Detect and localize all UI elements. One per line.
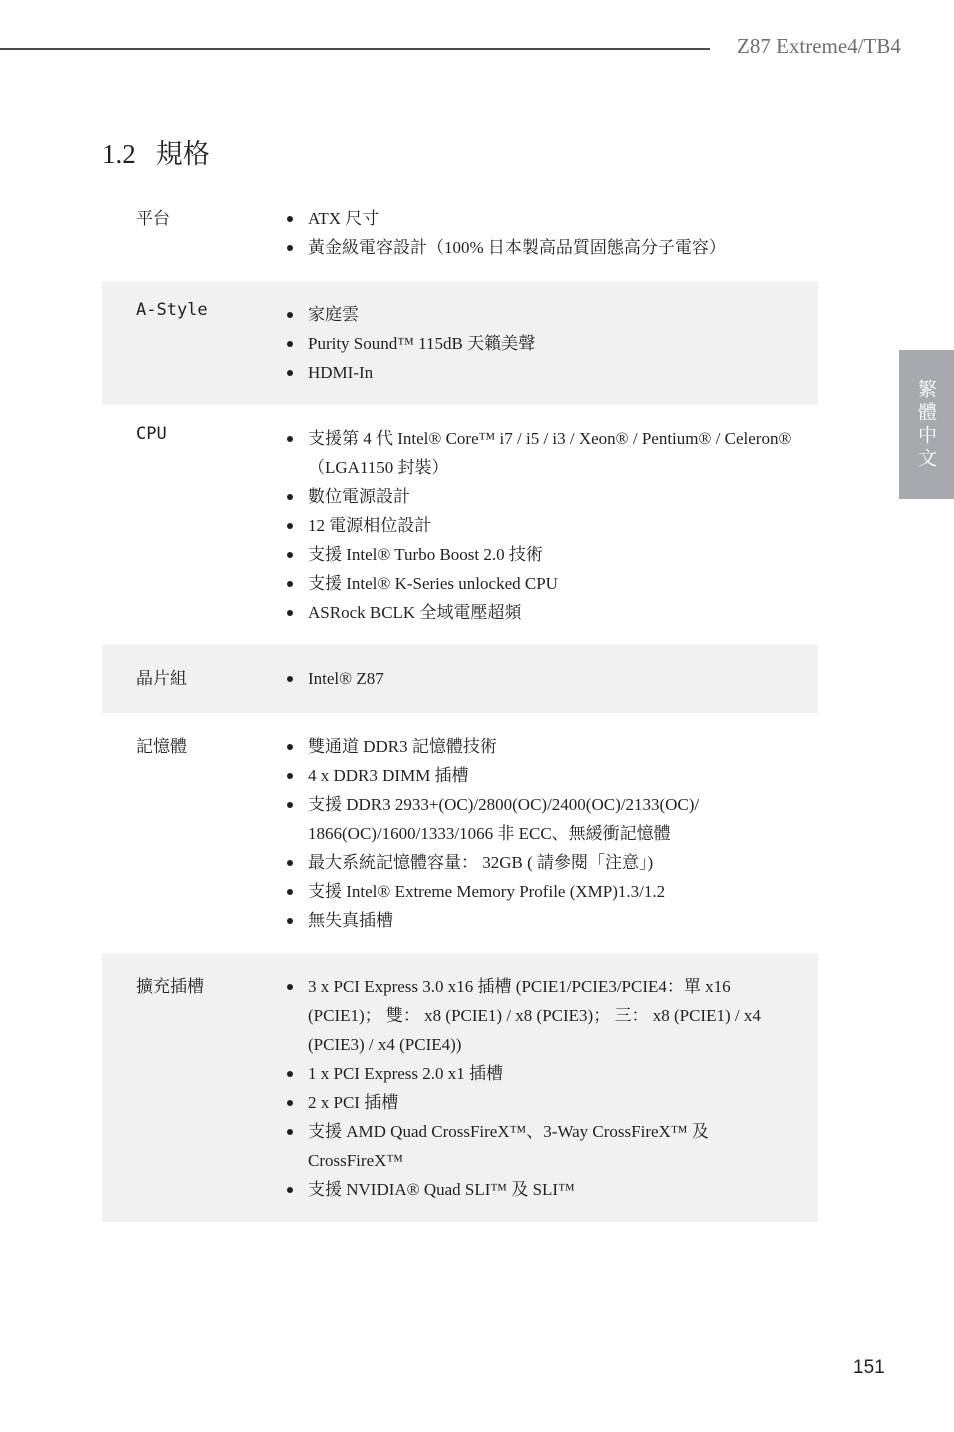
language-side-tab xyxy=(899,350,954,499)
spec-row-chipset xyxy=(102,645,818,713)
spec-items-cpu xyxy=(286,424,818,627)
spec-item: 支援 Intel® Extreme Memory Profile (XMP)1.3/1.2 xyxy=(286,877,794,906)
spec-row-expansion-slots xyxy=(102,953,818,1222)
spec-item: 最大系統記憶體容量： 32GB ( 請參閱「注意」) xyxy=(286,848,794,877)
spec-item: 支援 AMD Quad CrossFireX™、3-Way CrossFireX™ 及 CrossFireX™ xyxy=(286,1117,794,1175)
spec-item: Purity Sound™ 115dB 天籟美聲 xyxy=(286,329,794,358)
section-heading xyxy=(102,132,210,171)
spec-label-a-style: A-Style xyxy=(136,300,208,320)
spec-table xyxy=(102,190,818,1222)
spec-label-memory: 記憶體 xyxy=(136,737,187,757)
spec-item: 家庭雲 xyxy=(286,300,794,329)
spec-item: Intel® Z87 xyxy=(286,664,794,693)
spec-item: 無失真插槽 xyxy=(286,906,794,935)
spec-item: ASRock BCLK 全域電壓超頻 xyxy=(286,598,794,627)
spec-item: 支援第 4 代 Intel® Core™ i7 / i5 / i3 / Xeon® / Pentium® / Celeron®（LGA1150 封裝） xyxy=(286,424,794,482)
spec-row-memory xyxy=(102,713,818,953)
header-rule xyxy=(0,48,710,50)
spec-item: 3 x PCI Express 3.0 x16 插槽 (PCIE1/PCIE3/PCIE4：單 x16 (PCIE1)； 雙： x8 (PCIE1) / x8 (PCIE3)； 三： x8 (PCIE1) / x4 (PCIE3) / x4 (PCIE4)) xyxy=(286,972,794,1059)
spec-item: 雙通道 DDR3 記憶體技術 xyxy=(286,732,794,761)
spec-item: 支援 NVIDIA® Quad SLI™ 及 SLI™ xyxy=(286,1175,794,1204)
section-title: 規格 xyxy=(155,139,210,169)
page-number: 151 xyxy=(853,1357,885,1378)
spec-label-expansion-slots: 擴充插槽 xyxy=(136,977,204,997)
spec-row-a-style xyxy=(102,281,818,405)
spec-item: 2 x PCI 插槽 xyxy=(286,1088,794,1117)
spec-item: 4 x DDR3 DIMM 插槽 xyxy=(286,761,794,790)
spec-row-platform xyxy=(102,190,818,281)
model-title: Z87 Extreme4/TB4 xyxy=(737,34,901,58)
spec-item: 支援 DDR3 2933+(OC)/2800(OC)/2400(OC)/2133(OC)/ 1866(OC)/1600/1333/1066 非 ECC、無緩衝記憶體 xyxy=(286,790,794,848)
spec-item: 黃金級電容設計（100% 日本製高品質固態高分子電容） xyxy=(286,233,794,262)
spec-label-cpu: CPU xyxy=(136,424,167,444)
spec-row-cpu xyxy=(102,405,818,645)
section-number: 1.2 xyxy=(102,139,136,169)
spec-item: HDMI-In xyxy=(286,358,794,387)
spec-item: ATX 尺寸 xyxy=(286,204,794,233)
spec-items-chipset xyxy=(286,664,818,693)
spec-items-a-style xyxy=(286,300,818,387)
spec-items-expansion-slots xyxy=(286,972,818,1204)
spec-label-platform: 平台 xyxy=(136,209,170,229)
spec-items-platform xyxy=(286,204,818,262)
language-tab-label: 繁體中文 xyxy=(915,378,937,471)
spec-item: 支援 Intel® Turbo Boost 2.0 技術 xyxy=(286,540,794,569)
spec-label-chipset: 晶片組 xyxy=(136,669,187,689)
spec-items-memory xyxy=(286,732,818,935)
spec-item: 數位電源設計 xyxy=(286,482,794,511)
spec-item: 1 x PCI Express 2.0 x1 插槽 xyxy=(286,1059,794,1088)
spec-item: 支援 Intel® K-Series unlocked CPU xyxy=(286,569,794,598)
spec-item: 12 電源相位設計 xyxy=(286,511,794,540)
